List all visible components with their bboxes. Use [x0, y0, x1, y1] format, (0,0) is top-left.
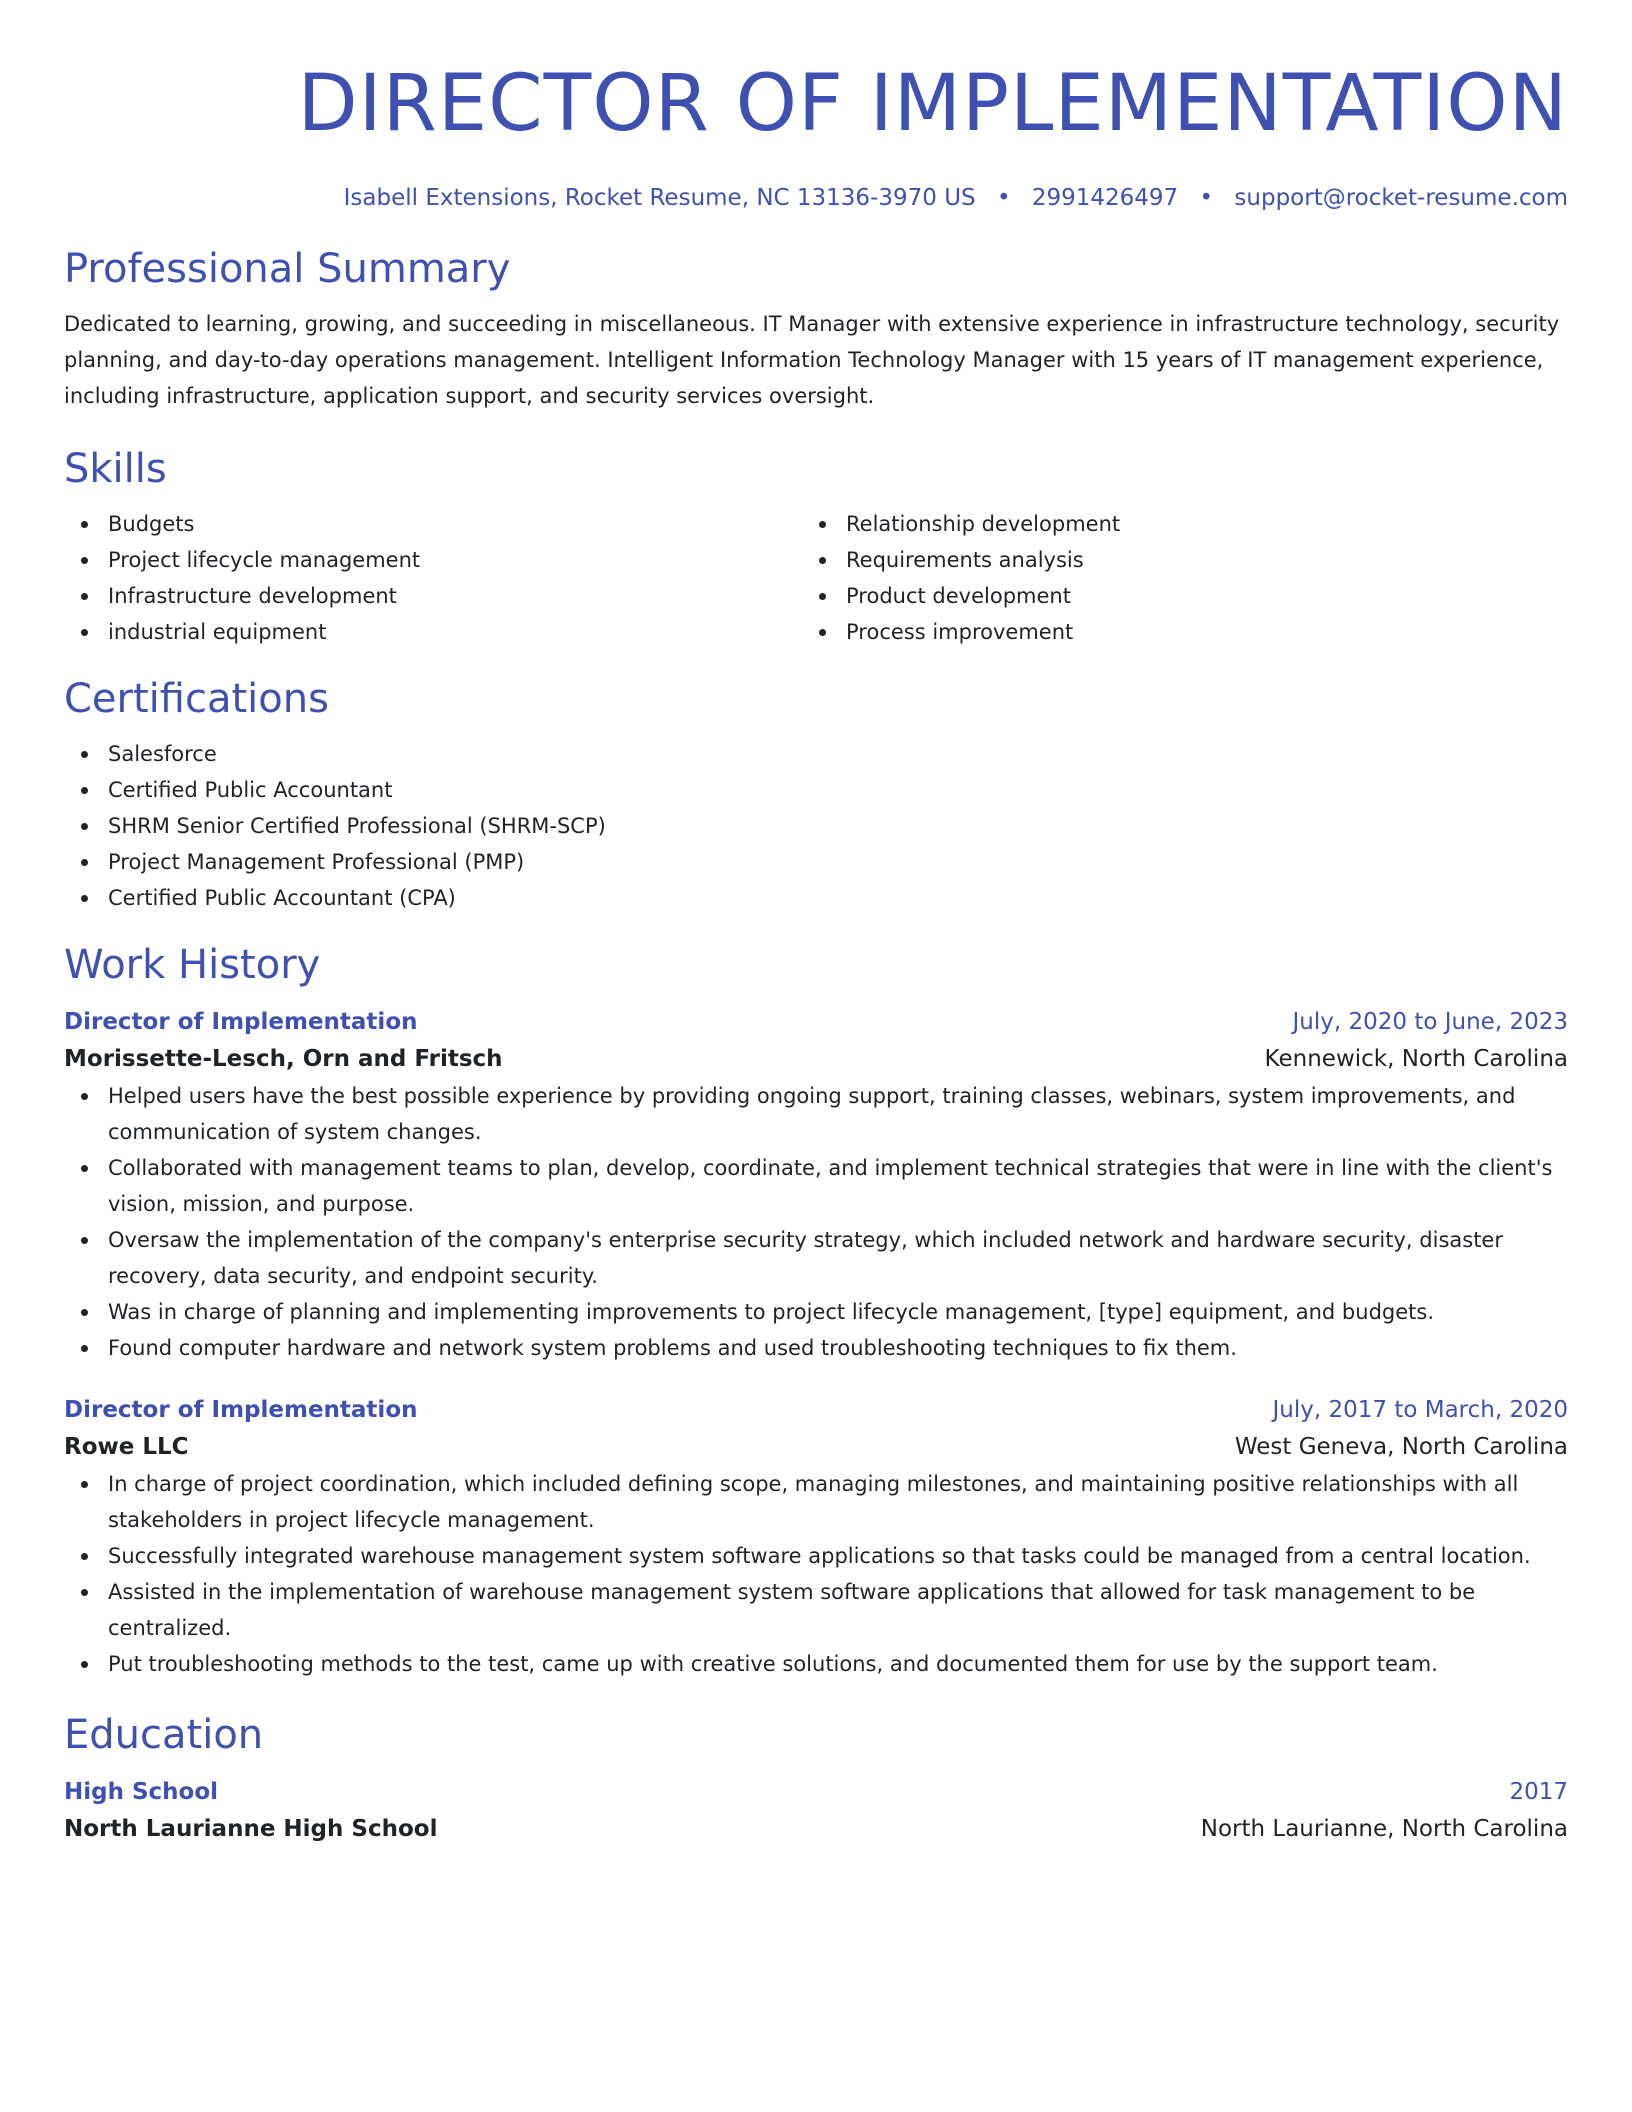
education-location: North Laurianne, North Carolina [1200, 1816, 1568, 1842]
contact-email[interactable]: support@rocket-resume.com [1234, 185, 1568, 211]
education-school: North Laurianne High School [64, 1816, 438, 1842]
job-bullet: Successfully integrated warehouse management system software applications so that tasks could be managed from a central location. [64, 1538, 1568, 1574]
summary-text: Dedicated to learning, growing, and succeeding in miscellaneous. IT Manager with extensive experience in infrastructure technology, security planning, and day-to-day operations management. Intelligent Information Technology Manager with 15 years of IT management experience, including infrastructure, application support, and security services oversight. [64, 312, 1560, 408]
education-degree: High School [64, 1779, 219, 1805]
job-company-row [64, 1428, 1568, 1466]
job-bullet: Collaborated with management teams to plan, develop, coordinate, and implement technical strategies that were in line with the client's vision, mission, and purpose. [64, 1150, 1568, 1222]
job-company: Rowe LLC [64, 1434, 189, 1460]
job-company: Morissette-Lesch, Orn and Fritsch [64, 1046, 503, 1072]
contact-phone[interactable]: 2991426497 [1031, 185, 1179, 211]
education-school-row [64, 1810, 1568, 1848]
job-location: West Geneva, North Carolina [1234, 1434, 1568, 1460]
job-header-row [64, 1004, 1568, 1040]
job-bullet: Found computer hardware and network system problems and used troubleshooting techniques to fix them. [64, 1330, 1568, 1366]
job-location: Kennewick, North Carolina [1264, 1046, 1568, 1072]
job-bullet: Oversaw the implementation of the company's enterprise security strategy, which included network and hardware security, disaster recovery, data security, and endpoint security. [64, 1222, 1568, 1294]
skill-item: Budgets [64, 506, 802, 542]
job-entry [64, 1392, 1568, 1682]
skill-item: Process improvement [802, 614, 1568, 650]
skills-heading: Skills [64, 446, 167, 492]
education-heading: Education [64, 1712, 264, 1758]
skills-list-right [802, 506, 1568, 650]
job-bullets [64, 1466, 1568, 1682]
job-header-row [64, 1392, 1568, 1428]
skills-list-left [64, 506, 802, 650]
skill-item: Relationship development [802, 506, 1568, 542]
work-history-section [64, 940, 1568, 1682]
skills-section [64, 444, 1568, 650]
skill-item: Product development [802, 578, 1568, 614]
certifications-heading: Certifications [64, 676, 329, 722]
certification-item: Certified Public Accountant [64, 772, 1568, 808]
job-bullet: In charge of project coordination, which included defining scope, managing milestones, and maintaining positive relationships with all stakeholders in project lifecycle management. [64, 1466, 1568, 1538]
certification-item: Salesforce [64, 736, 1568, 772]
certification-item: Project Management Professional (PMP) [64, 844, 1568, 880]
education-year: 2017 [1509, 1779, 1568, 1805]
certifications-list [64, 736, 1568, 916]
job-bullet: Assisted in the implementation of warehouse management system software applications that allowed for task management to be centralized. [64, 1574, 1568, 1646]
education-header-row [64, 1774, 1568, 1810]
resume-title: DIRECTOR OF IMPLEMENTATION [297, 59, 1568, 149]
summary-heading: Professional Summary [64, 246, 511, 292]
skill-item: industrial equipment [64, 614, 802, 650]
skills-grid [64, 506, 1568, 650]
job-company-row [64, 1040, 1568, 1078]
education-section [64, 1710, 1568, 1848]
job-role: Director of Implementation [64, 1397, 418, 1423]
skill-item: Infrastructure development [64, 578, 802, 614]
job-bullet: Helped users have the best possible experience by providing ongoing support, training classes, webinars, system improvements, and communication of system changes. [64, 1078, 1568, 1150]
certification-item: Certified Public Accountant (CPA) [64, 880, 1568, 916]
skill-item: Requirements analysis [802, 542, 1568, 578]
contact-separator: • [1199, 185, 1214, 211]
contact-separator: • [996, 185, 1011, 211]
job-entry [64, 1004, 1568, 1366]
job-dates: July, 2017 to March, 2020 [1272, 1397, 1568, 1423]
job-bullet: Was in charge of planning and implementing improvements to project lifecycle management, [type] equipment, and budgets. [64, 1294, 1568, 1330]
summary-section [64, 244, 1568, 414]
job-dates: July, 2020 to June, 2023 [1292, 1009, 1568, 1035]
work-history-heading: Work History [64, 942, 321, 988]
skill-item: Project lifecycle management [64, 542, 802, 578]
contact-address: Isabell Extensions, Rocket Resume, NC 13136-3970 US [343, 185, 976, 211]
job-bullets [64, 1078, 1568, 1366]
certifications-section [64, 674, 1568, 916]
education-entry [64, 1774, 1568, 1848]
job-role: Director of Implementation [64, 1009, 418, 1035]
job-bullet: Put troubleshooting methods to the test, came up with creative solutions, and documented them for use by the support team. [64, 1646, 1568, 1682]
certification-item: SHRM Senior Certified Professional (SHRM-SCP) [64, 808, 1568, 844]
contact-line [64, 182, 1568, 214]
